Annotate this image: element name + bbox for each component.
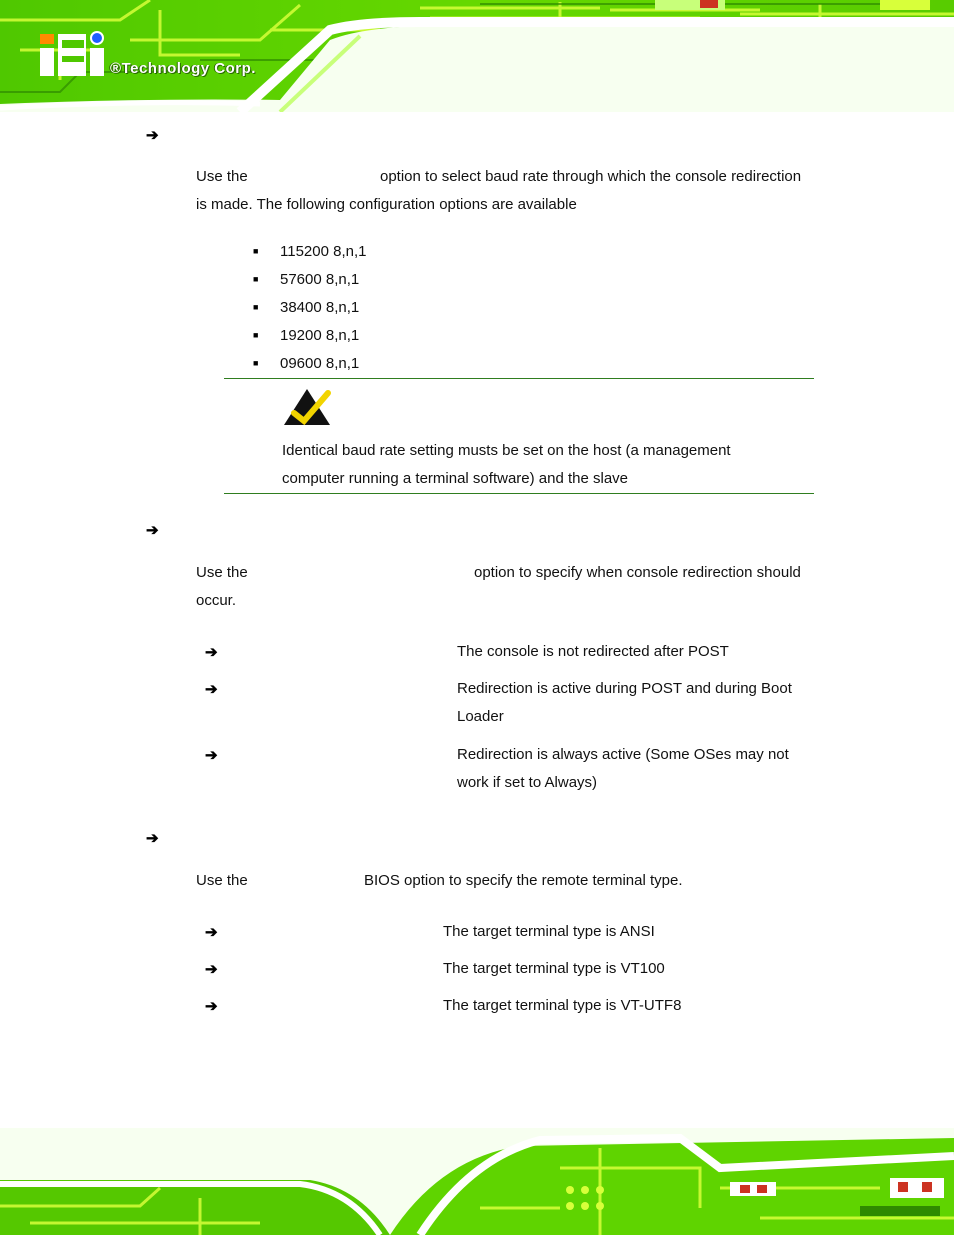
- redirection-item-line1: Redirection is always active (Some OSes may not: [457, 746, 789, 763]
- redirection-item-line2: Loader: [457, 708, 504, 725]
- section-arrow-icon: ➔: [146, 830, 159, 847]
- bullet-icon: ■: [253, 330, 259, 340]
- baud-option: 115200 8,n,1: [280, 243, 367, 260]
- baud-option: 19200 8,n,1: [280, 327, 360, 344]
- baud-intro-line2: is made. The following configuration options are available: [196, 196, 577, 213]
- redirection-item-line2: work if set to Always): [457, 774, 598, 791]
- logo-tagline: ®Technology Corp.: [110, 60, 256, 77]
- circuit-board-graphic: [0, 1128, 954, 1235]
- redirection-item-line1: The console is not redirected after POST: [457, 643, 729, 660]
- checkmark-note-icon: [282, 387, 332, 427]
- baud-option: 57600 8,n,1: [280, 271, 360, 288]
- header-banner: [0, 0, 954, 112]
- bullet-icon: ■: [253, 302, 259, 312]
- terminal-item: The target terminal type is ANSI: [443, 923, 655, 940]
- baud-option: 38400 8,n,1: [280, 299, 360, 316]
- bullet-icon: ■: [253, 246, 259, 256]
- baud-option: 09600 8,n,1: [280, 355, 360, 372]
- option-arrow-icon: ➔: [205, 961, 218, 978]
- note-top-rule: [224, 378, 814, 379]
- section-arrow-icon: ➔: [146, 522, 159, 539]
- footer-banner: [0, 1128, 954, 1235]
- option-arrow-icon: ➔: [205, 644, 218, 661]
- baud-intro-post: option to select baud rate through which the console redirection: [380, 168, 802, 185]
- terminal-item: The target terminal type is VT100: [443, 960, 665, 977]
- redirection-intro-pre: Use the: [196, 564, 248, 581]
- section-arrow-icon: ➔: [146, 127, 159, 144]
- terminal-intro-pre: Use the: [196, 872, 248, 889]
- terminal-intro-post: BIOS option to specify the remote terminal type.: [364, 872, 683, 889]
- note-line2: computer running a terminal software) and the slave: [282, 470, 629, 487]
- option-arrow-icon: ➔: [205, 747, 218, 764]
- note-bottom-rule: [224, 493, 814, 494]
- option-arrow-icon: ➔: [205, 998, 218, 1015]
- redirection-intro-line2: occur.: [196, 592, 237, 609]
- option-arrow-icon: ➔: [205, 924, 218, 941]
- note-line1: Identical baud rate setting musts be set on the host (a management: [282, 442, 731, 459]
- bullet-icon: ■: [253, 274, 259, 284]
- baud-intro-pre: Use the: [196, 168, 248, 185]
- bullet-icon: ■: [253, 358, 259, 368]
- option-arrow-icon: ➔: [205, 681, 218, 698]
- redirection-item-line1: Redirection is active during POST and during Boot: [457, 680, 792, 697]
- redirection-intro-post: option to specify when console redirection should: [474, 564, 801, 581]
- circuit-board-graphic: [0, 0, 954, 112]
- terminal-item: The target terminal type is VT-UTF8: [443, 997, 682, 1014]
